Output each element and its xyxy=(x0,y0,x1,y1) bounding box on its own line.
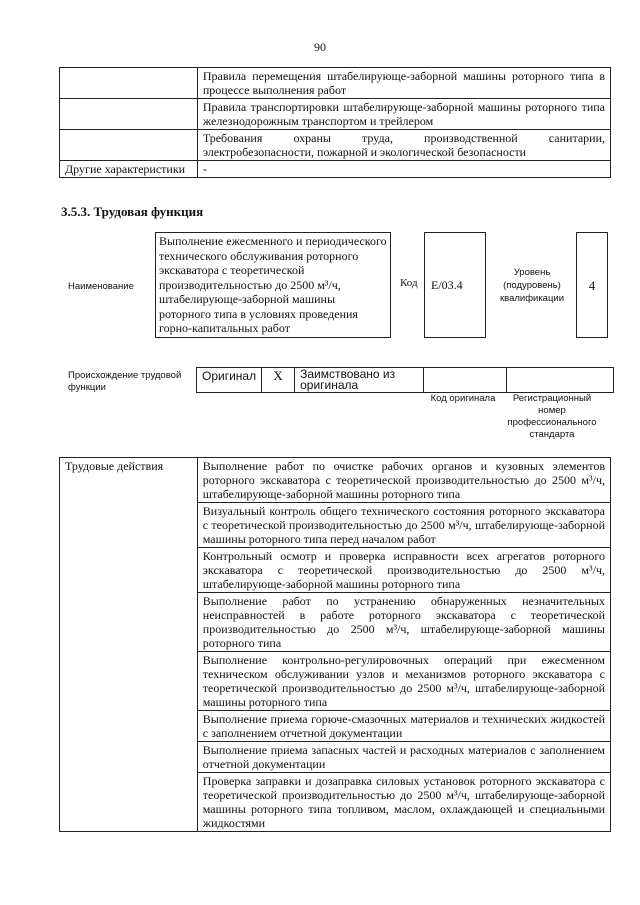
page-number: 90 xyxy=(314,40,326,54)
code-label: Код xyxy=(400,277,418,289)
table-row xyxy=(60,130,611,161)
borrowed-label: Заимствовано из оригинала xyxy=(295,368,424,393)
code-original-caption: Код оригинала xyxy=(430,393,496,404)
action-item: Выполнение приема горюче-смазочных материалов и технических жидкостей с заполнением отчетной документации xyxy=(197,711,610,742)
section-title: 3.5.3. Трудовая функция xyxy=(61,204,204,219)
row-label: Другие характеристики xyxy=(60,161,198,178)
original-label: Оригинал xyxy=(197,368,262,393)
name-label: Наименование xyxy=(68,281,134,292)
origin-label: Происхождение трудовой функции xyxy=(68,370,182,393)
table-row xyxy=(60,458,611,503)
action-item: Выполнение контрольно-регулировочных операций при ежесменном техническом обслуживании узлов и механизмов роторного экскаватора с теоретической производительностью до 2500 м³/ч, штабелирующе-заборной машины роторного типа xyxy=(197,652,610,711)
row-text: - xyxy=(197,161,610,178)
action-item: Выполнение работ по устранению обнаруженных незначительных неисправностей в работе роторного экскаватора с теоретической производительностью до 2500 м³/ч, штабелирующе-заборной машины роторного типа xyxy=(197,593,610,652)
origin-table xyxy=(196,367,614,393)
actions-label: Трудовые действия xyxy=(60,458,198,832)
table-row xyxy=(60,68,611,99)
row-text: Правила транспортировки штабелирующе-заборной машины роторного типа железнодорожным транспортом и трейлером xyxy=(197,99,610,130)
row-label xyxy=(60,68,198,99)
action-item: Выполнение приема запасных частей и расходных материалов с заполнением отчетной документации xyxy=(197,742,610,773)
table-row xyxy=(60,99,611,130)
action-item: Визуальный контроль общего технического состояния роторного экскаватора с теоретической производительностью до 2500 м³/ч, штабелирующе-заборной машины роторного типа перед началом работ xyxy=(197,503,610,548)
row-label xyxy=(60,99,198,130)
table-row xyxy=(60,161,611,178)
reg-number-cell xyxy=(507,368,614,393)
level-box: 4 xyxy=(576,232,608,338)
function-code-box: E/03.4 xyxy=(424,232,486,338)
code-original-cell xyxy=(424,368,507,393)
action-item: Выполнение работ по очистке рабочих органов и кузовных элементов роторного экскаватора с теоретической производительностью до 2500 м³/ч, штабелирующе-заборной машины роторного типа xyxy=(197,458,610,503)
level-label: Уровень (подуровень) квалификации xyxy=(499,267,565,304)
knowledge-table xyxy=(59,67,611,178)
action-item: Контрольный осмотр и проверка исправности всех агрегатов роторного экскаватора с теоретической производительностью до 2500 м³/ч, штабелирующе-заборной машины роторного типа xyxy=(197,548,610,593)
function-name-box: Выполнение ежесменного и периодического технического обслуживания роторного экскаватора с теоретической производительностью до 2500 м³/ч, штабелирующе-заборной машины роторного типа в условиях проведения горно-капитальных работ xyxy=(155,232,391,338)
row-text: Правила перемещения штабелирующе-заборной машины роторного типа в процессе выполнения работ xyxy=(197,68,610,99)
reg-number-caption: Регистрационный номер профессионального стандарта xyxy=(507,393,597,440)
actions-table xyxy=(59,457,611,832)
row-label xyxy=(60,130,198,161)
original-mark: X xyxy=(262,368,295,393)
action-item: Проверка заправки и дозаправка силовых установок роторного экскаватора с теоретической производительностью до 2500 м³/ч, штабелирующе-заборной машины роторного типа топливом, маслом, охлаждающей и специальными жидкостями xyxy=(197,773,610,832)
row-text: Требования охраны труда, производственной санитарии, электробезопасности, пожарной и экологической безопасности xyxy=(197,130,610,161)
